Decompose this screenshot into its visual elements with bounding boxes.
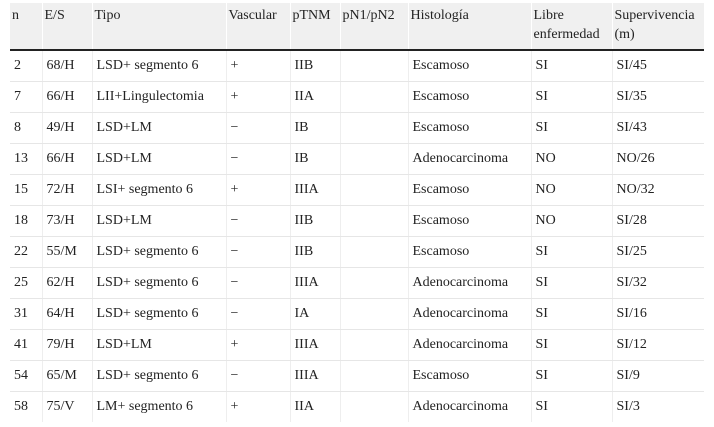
cell-supervivencia: NO/32 <box>612 175 704 206</box>
cell-tipo: LSD+LM <box>92 330 226 361</box>
cell-e-s: 75/V <box>42 392 92 423</box>
cell-tipo: LSD+ segmento 6 <box>92 237 226 268</box>
cell-ptnm: IIB <box>290 50 340 82</box>
cell-pn1-pn2 <box>340 299 408 330</box>
column-header-e-s <box>42 3 92 50</box>
table-row <box>10 361 704 392</box>
cell-histologia: Adenocarcinoma <box>408 144 531 175</box>
cell-pn1-pn2 <box>340 113 408 144</box>
cell-vascular: + <box>226 175 290 206</box>
cell-pn1-pn2 <box>340 237 408 268</box>
cell-tipo: LSD+ segmento 6 <box>92 50 226 82</box>
cell-ptnm: IIB <box>290 206 340 237</box>
table-body <box>10 50 704 422</box>
cell-tipo: LSD+LM <box>92 206 226 237</box>
cell-libre-enfermedad: SI <box>531 50 612 82</box>
column-header-ptnm <box>290 3 340 50</box>
column-header-line: (m) <box>614 27 635 42</box>
cell-e-s: 65/M <box>42 361 92 392</box>
table-row <box>10 50 704 82</box>
cell-pn1-pn2 <box>340 206 408 237</box>
column-header-line: Vascular <box>228 8 277 23</box>
cell-vascular: + <box>226 50 290 82</box>
cell-n: 8 <box>10 113 42 144</box>
cell-libre-enfermedad: SI <box>531 113 612 144</box>
cell-ptnm: IIA <box>290 82 340 113</box>
column-header-tipo <box>92 3 226 50</box>
cell-ptnm: IIIA <box>290 361 340 392</box>
cell-vascular: + <box>226 330 290 361</box>
cell-pn1-pn2 <box>340 50 408 82</box>
cell-n: 2 <box>10 50 42 82</box>
cell-supervivencia: SI/9 <box>612 361 704 392</box>
cell-pn1-pn2 <box>340 144 408 175</box>
table-row <box>10 82 704 113</box>
cell-vascular: − <box>226 361 290 392</box>
header-row <box>10 3 704 50</box>
cell-n: 54 <box>10 361 42 392</box>
cell-supervivencia: SI/25 <box>612 237 704 268</box>
cell-e-s: 64/H <box>42 299 92 330</box>
table-header <box>10 3 704 50</box>
cell-e-s: 55/M <box>42 237 92 268</box>
cell-ptnm: IIIA <box>290 330 340 361</box>
column-header-n <box>10 3 42 50</box>
cell-pn1-pn2 <box>340 82 408 113</box>
cell-e-s: 66/H <box>42 144 92 175</box>
column-header-line: Histología <box>410 8 469 23</box>
cell-histologia: Adenocarcinoma <box>408 299 531 330</box>
cell-vascular: − <box>226 113 290 144</box>
cell-e-s: 73/H <box>42 206 92 237</box>
column-header-line: enfermedad <box>533 27 600 42</box>
cell-libre-enfermedad: SI <box>531 330 612 361</box>
column-header-line: pN1/pN2 <box>342 8 395 23</box>
table-row <box>10 330 704 361</box>
cell-libre-enfermedad: SI <box>531 392 612 423</box>
cell-histologia: Adenocarcinoma <box>408 392 531 423</box>
cell-tipo: LII+Lingulectomia <box>92 82 226 113</box>
cell-vascular: − <box>226 237 290 268</box>
cell-pn1-pn2 <box>340 330 408 361</box>
cell-n: 25 <box>10 268 42 299</box>
cell-vascular: − <box>226 206 290 237</box>
column-header-supervivencia <box>612 3 704 50</box>
cell-pn1-pn2 <box>340 175 408 206</box>
column-header-line: Supervivencia <box>614 8 695 23</box>
cell-histologia: Escamoso <box>408 175 531 206</box>
cell-histologia: Escamoso <box>408 206 531 237</box>
cell-tipo: LSD+ segmento 6 <box>92 299 226 330</box>
cell-libre-enfermedad: NO <box>531 206 612 237</box>
column-header-line: Tipo <box>94 8 121 23</box>
cell-tipo: LSD+LM <box>92 144 226 175</box>
column-header-line: Libre <box>533 8 564 23</box>
cell-libre-enfermedad: SI <box>531 237 612 268</box>
column-header-line: n <box>12 8 19 23</box>
cell-histologia: Escamoso <box>408 82 531 113</box>
cell-e-s: 68/H <box>42 50 92 82</box>
cell-histologia: Escamoso <box>408 113 531 144</box>
cell-ptnm: IIA <box>290 392 340 423</box>
cell-libre-enfermedad: SI <box>531 82 612 113</box>
table-row <box>10 392 704 423</box>
cell-histologia: Adenocarcinoma <box>408 268 531 299</box>
cell-libre-enfermedad: SI <box>531 268 612 299</box>
cell-libre-enfermedad: NO <box>531 144 612 175</box>
cell-n: 58 <box>10 392 42 423</box>
cell-libre-enfermedad: SI <box>531 361 612 392</box>
table-row <box>10 206 704 237</box>
cell-e-s: 49/H <box>42 113 92 144</box>
cell-histologia: Adenocarcinoma <box>408 330 531 361</box>
cell-n: 31 <box>10 299 42 330</box>
cell-libre-enfermedad: SI <box>531 299 612 330</box>
cell-ptnm: IIB <box>290 237 340 268</box>
cell-ptnm: IA <box>290 299 340 330</box>
column-header-line: E/S <box>44 8 65 23</box>
cell-e-s: 66/H <box>42 82 92 113</box>
cell-e-s: 72/H <box>42 175 92 206</box>
cell-n: 7 <box>10 82 42 113</box>
cell-supervivencia: SI/35 <box>612 82 704 113</box>
cell-tipo: LSD+ segmento 6 <box>92 361 226 392</box>
cell-vascular: − <box>226 299 290 330</box>
data-table <box>10 3 704 422</box>
cell-supervivencia: SI/28 <box>612 206 704 237</box>
table-row <box>10 237 704 268</box>
cell-ptnm: IB <box>290 144 340 175</box>
column-header-libre-enfermedad <box>531 3 612 50</box>
cell-tipo: LSD+ segmento 6 <box>92 268 226 299</box>
cell-libre-enfermedad: NO <box>531 175 612 206</box>
cell-tipo: LSI+ segmento 6 <box>92 175 226 206</box>
cell-n: 22 <box>10 237 42 268</box>
cell-vascular: − <box>226 144 290 175</box>
cell-histologia: Escamoso <box>408 237 531 268</box>
column-header-pn1-pn2 <box>340 3 408 50</box>
cell-n: 41 <box>10 330 42 361</box>
cell-supervivencia: SI/12 <box>612 330 704 361</box>
cell-n: 13 <box>10 144 42 175</box>
cell-tipo: LSD+LM <box>92 113 226 144</box>
cell-tipo: LM+ segmento 6 <box>92 392 226 423</box>
table-row <box>10 299 704 330</box>
cell-pn1-pn2 <box>340 361 408 392</box>
table-row <box>10 144 704 175</box>
cell-supervivencia: SI/16 <box>612 299 704 330</box>
cell-vascular: + <box>226 392 290 423</box>
cell-supervivencia: SI/3 <box>612 392 704 423</box>
column-header-vascular <box>226 3 290 50</box>
cell-pn1-pn2 <box>340 392 408 423</box>
cell-supervivencia: NO/26 <box>612 144 704 175</box>
column-header-line: pTNM <box>292 8 331 23</box>
column-header-histologia <box>408 3 531 50</box>
cell-supervivencia: SI/45 <box>612 50 704 82</box>
cell-ptnm: IB <box>290 113 340 144</box>
cell-supervivencia: SI/43 <box>612 113 704 144</box>
table-row <box>10 113 704 144</box>
table-row <box>10 268 704 299</box>
cell-supervivencia: SI/32 <box>612 268 704 299</box>
cell-n: 15 <box>10 175 42 206</box>
cell-vascular: − <box>226 268 290 299</box>
cell-vascular: + <box>226 82 290 113</box>
cell-pn1-pn2 <box>340 268 408 299</box>
table-row <box>10 175 704 206</box>
cell-n: 18 <box>10 206 42 237</box>
cell-histologia: Escamoso <box>408 361 531 392</box>
cell-ptnm: IIIA <box>290 175 340 206</box>
cell-ptnm: IIIA <box>290 268 340 299</box>
cell-e-s: 79/H <box>42 330 92 361</box>
cell-e-s: 62/H <box>42 268 92 299</box>
cell-histologia: Escamoso <box>408 50 531 82</box>
